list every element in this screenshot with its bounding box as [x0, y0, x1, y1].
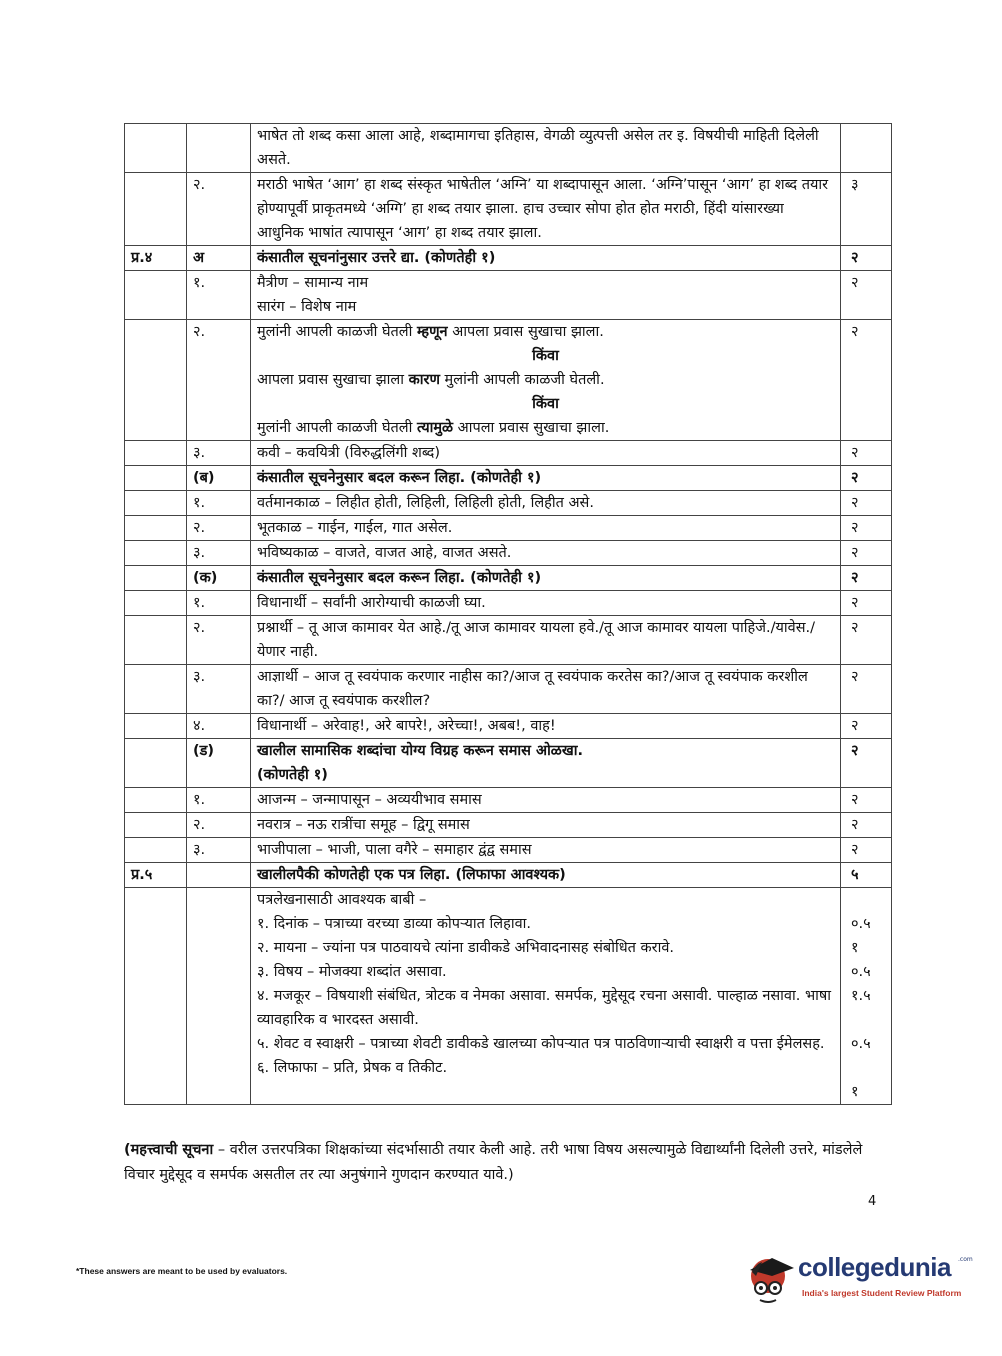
- table-row: [125, 173, 892, 246]
- table-row: [125, 516, 892, 541]
- item-number: ३.: [187, 441, 251, 466]
- table-row: [125, 591, 892, 616]
- question-number: प्र.४: [125, 246, 187, 271]
- marks: २: [841, 466, 892, 491]
- collegedunia-logo: [742, 1246, 972, 1316]
- marks: २: [841, 788, 892, 813]
- marks: २: [841, 246, 892, 271]
- marks: २: [841, 320, 892, 441]
- marks: १: [851, 940, 859, 956]
- marks: २: [841, 441, 892, 466]
- item-number: १.: [187, 491, 251, 516]
- or-separator: किंवा: [532, 348, 559, 364]
- item-number: १.: [187, 271, 251, 320]
- answer-text: प्रश्नार्थी – तू आज कामावर येत आहे./तू आज कामावर यायला हवे./तू आज कामावर यायला पाहिजे./यावेस./येणार नाही.: [251, 616, 841, 665]
- marks: २: [841, 813, 892, 838]
- marks: २: [841, 541, 892, 566]
- answer-line: ३. विषय – मोजक्या शब्दांत असावा.: [257, 964, 447, 980]
- answer-text: मराठी भाषेत ‘आग’ हा शब्द संस्कृत भाषेतील ‘अग्नि’ या शब्दापासून आला. ‘अग्नि’पासून ‘आग’ हा शब्द तयार होण्यापूर्वी प्राकृतमध्ये ‘अग्गि’ हा शब्द तयार झाला. हाच उच्चार सोपा होत होत मराठी, हिंदी यांसारख्या आधुनिक भाषांत त्यापासून ‘आग’ हा शब्द तयार झाला.: [251, 173, 841, 246]
- question-row: [125, 566, 892, 591]
- answer-text: [251, 320, 841, 441]
- marks: २: [841, 665, 892, 714]
- answer-line: ५. शेवट व स्वाक्षरी – पत्राच्या शेवटी डावीकडे खालच्या कोपऱ्यात पत्र पाठविणाऱ्याची स्वाक्षरी व पत्ता ईमेलसह.: [257, 1036, 825, 1052]
- table-row: [125, 441, 892, 466]
- marks: ०.५: [851, 1036, 871, 1052]
- table-row: [125, 838, 892, 863]
- table-row: [125, 271, 892, 320]
- table-row: [125, 665, 892, 714]
- answer-line: सारंग – विशेष नाम: [257, 299, 357, 315]
- answer-line: मुलांनी आपली काळजी घेतली त्यामुळे आपला प्रवास सुखाचा झाला.: [257, 420, 610, 436]
- brand-name: collegedunia: [798, 1252, 951, 1282]
- marks: २: [841, 714, 892, 739]
- table-row: [125, 888, 892, 1105]
- item-number: २.: [187, 516, 251, 541]
- question-row: [125, 246, 892, 271]
- item-number: ३.: [187, 541, 251, 566]
- marks: १: [851, 1084, 859, 1100]
- answer-text: [251, 271, 841, 320]
- answer-text: आज्ञार्थी – आज तू स्वयंपाक करणार नाहीस का?/आज तू स्वयंपाक करतेस का?/आज तू स्वयंपाक करशील का?/ आज तू स्वयंपाक करशील?: [251, 665, 841, 714]
- answer-line: १. दिनांक – पत्राच्या वरच्या डाव्या कोपऱ्यात लिहावा.: [257, 916, 532, 932]
- marks: २: [841, 491, 892, 516]
- table-row: [125, 714, 892, 739]
- question-title: खालील सामासिक शब्दांचा योग्य विग्रह करून समास ओळखा. (कोणतेही १): [251, 739, 841, 788]
- table-row: [125, 541, 892, 566]
- sub-question-label: (क): [187, 566, 251, 591]
- answer-text: विधानार्थी – अरेवाह!, अरे बापरे!, अरेच्चा!, अबब!, वाह!: [251, 714, 841, 739]
- answer-text: आजन्म – जन्मापासून – अव्ययीभाव समास: [251, 788, 841, 813]
- answer-text: भाजीपाला – भाजी, पाला वगैरे – समाहार द्वंद्व समास: [251, 838, 841, 863]
- item-number: ४.: [187, 714, 251, 739]
- table-row: [125, 616, 892, 665]
- marks: २: [841, 838, 892, 863]
- brand-tagline: India's largest Student Review Platform: [802, 1288, 962, 1298]
- item-number: २.: [187, 173, 251, 246]
- answer-line: पत्रलेखनासाठी आवश्यक बाबी –: [257, 892, 427, 908]
- item-number: २.: [187, 616, 251, 665]
- item-number: ३.: [187, 838, 251, 863]
- question-number: प्र.५: [125, 863, 187, 888]
- important-note: (महत्त्वाची सूचना – वरील उत्तरपत्रिका शिक्षकांच्या संदर्भासाठी तयार केली आहे. तरी भाषा विषय असल्यामुळे विद्यार्थ्यांनी दिलेली उत्तरे, मांडलेले विचार मुद्देसूद व समर्पक असतील तर त्या अनुषंगाने गुणदान करण्यात यावे.): [124, 1142, 863, 1183]
- brand-domain: .com: [958, 1256, 973, 1263]
- answer-text: कवी – कवयित्री (विरुद्धलिंगी शब्द): [251, 441, 841, 466]
- answer-line: ६. लिफाफा – प्रति, प्रेषक व तिकीट.: [257, 1060, 448, 1076]
- question-row: [125, 739, 892, 788]
- marks: ०.५: [851, 916, 871, 932]
- answer-line: मुलांनी आपली काळजी घेतली म्हणून आपला प्रवास सुखाचा झाला.: [257, 324, 604, 340]
- marks: २: [841, 271, 892, 320]
- marks: ५: [841, 863, 892, 888]
- sub-question-label: (ब): [187, 466, 251, 491]
- answer-text: भाषेत तो शब्द कसा आला आहे, शब्दामागचा इतिहास, वेगळी व्युत्पत्ती असेल तर इ. विषयीची माहिती दिलेली असते.: [251, 124, 841, 173]
- answer-line: २. मायना – ज्यांना पत्र पाठवायचे त्यांना डावीकडे अभिवादनासह संबोधित करावे.: [257, 940, 674, 956]
- answer-line: ४. मजकूर – विषयाशी संबंधित, त्रोटक व नेमका असावा. समर्पक, मुद्देसूद रचना असावी. पाल्हाळ नसावा. भाषा व्यावहारिक व भारदस्त असावी.: [257, 988, 832, 1028]
- marks: २: [841, 616, 892, 665]
- marks: १.५: [851, 988, 871, 1004]
- item-number: ३.: [187, 665, 251, 714]
- question-title: कंसातील सूचनेनुसार बदल करून लिहा. (कोणतेही १): [251, 566, 841, 591]
- question-title: कंसातील सूचनेनुसार बदल करून लिहा. (कोणतेही १): [251, 466, 841, 491]
- table-row: [125, 124, 892, 173]
- sub-question-label: (ड): [187, 739, 251, 788]
- page-number: 4: [868, 1194, 877, 1209]
- table-row: [125, 813, 892, 838]
- or-separator: किंवा: [532, 396, 559, 412]
- answer-line: मैत्रीण – सामान्य नाम: [257, 275, 369, 291]
- answer-text: भविष्यकाळ – वाजते, वाजत आहे, वाजत असते.: [251, 541, 841, 566]
- answer-table: [124, 123, 892, 1105]
- answer-text: नवरात्र – नऊ रात्रींचा समूह – द्विगू समास: [251, 813, 841, 838]
- marks: २: [841, 739, 892, 788]
- question-row: [125, 466, 892, 491]
- table-row: [125, 320, 892, 441]
- mascot-icon: [742, 1250, 798, 1310]
- question-row: [125, 863, 892, 888]
- item-number: २.: [187, 320, 251, 441]
- marks-column: [841, 888, 892, 1105]
- item-number: १.: [187, 788, 251, 813]
- question-title: कंसातील सूचनांनुसार उत्तरे द्या. (कोणतेही १): [251, 246, 841, 271]
- marks: २: [841, 591, 892, 616]
- answer-line: आपला प्रवास सुखाचा झाला कारण मुलांनी आपली काळजी घेतली.: [257, 372, 605, 388]
- item-number: २.: [187, 813, 251, 838]
- marks: २: [841, 516, 892, 541]
- marks: ३: [841, 173, 892, 246]
- answer-text: विधानार्थी – सर्वांनी आरोग्याची काळजी घ्या.: [251, 591, 841, 616]
- footer-note: *These answers are meant to be used by evaluators.: [76, 1266, 288, 1276]
- marks: २: [841, 566, 892, 591]
- answer-text: भूतकाळ – गाईन, गाईल, गात असेल.: [251, 516, 841, 541]
- marks: ०.५: [851, 964, 871, 980]
- table-row: [125, 788, 892, 813]
- item-number: १.: [187, 591, 251, 616]
- table-row: [125, 491, 892, 516]
- sub-question-label: अ: [187, 246, 251, 271]
- question-title: खालीलपैकी कोणतेही एक पत्र लिहा. (लिफाफा आवश्यक): [251, 863, 841, 888]
- answer-text: वर्तमानकाळ – लिहीत होती, लिहिली, लिहिली होती, लिहीत असे.: [251, 491, 841, 516]
- letter-points: [251, 888, 841, 1105]
